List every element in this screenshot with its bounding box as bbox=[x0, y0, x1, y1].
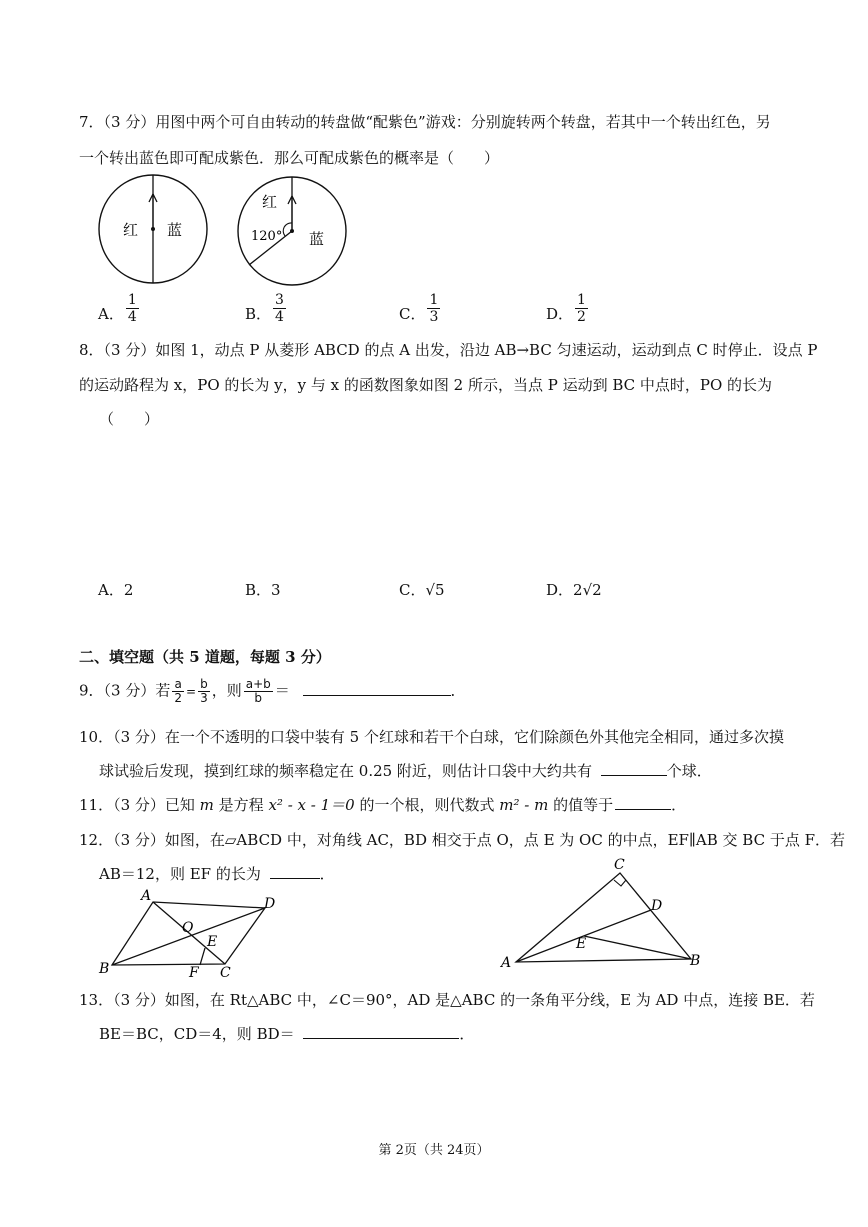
q13-label-c: C bbox=[614, 857, 625, 873]
q12-line2: AB＝12，则 EF 的长为 ． bbox=[99, 865, 335, 883]
q12-label-b: B bbox=[99, 961, 110, 977]
q13-label-b: B bbox=[690, 953, 701, 969]
q8-option-b: B．3 bbox=[245, 581, 281, 599]
spinner2-right-label: 蓝 bbox=[309, 230, 325, 248]
q8-option-c: C．√5 bbox=[399, 581, 445, 599]
q12-label-d: D bbox=[264, 896, 276, 912]
q8-line1: 8．（3 分）如图 1，动点 P 从菱形 ABCD 的点 A 出发，沿边 AB→BC 匀速运动，运动到点 C 时停止．设点 P bbox=[79, 341, 818, 359]
spinner1-right-label: 蓝 bbox=[167, 221, 183, 239]
q7-spinners-figure bbox=[95, 172, 355, 287]
q13-line1: 13．（3 分）如图，在 Rt△ABC 中，∠C＝90°，AD 是△ABC 的一条角平分线，E 为 AD 中点，连接 BE．若 bbox=[79, 991, 815, 1009]
q10-line2: 球试验后发现，摸到红球的频率稳定在 0.25 附近，则估计口袋中大约共有 个球． bbox=[99, 762, 712, 780]
q8-option-a: A．2 bbox=[98, 581, 134, 599]
q7-line2: 一个转出蓝色即可配成紫色．那么可配成紫色的概率是（ ） bbox=[79, 149, 500, 167]
spinner2-angle-label: 120° bbox=[251, 229, 283, 244]
q7-option-d: D． $\frac{1}{2}$ bbox=[546, 292, 586, 325]
q13-answer-blank[interactable] bbox=[303, 1024, 459, 1039]
q9-line: 9．（3 分）若 $\frac{a}{2}$ = $\frac{b}{3}$ ，则 $\frac{a+b}{b}$ ＝ ． bbox=[79, 677, 466, 705]
q12-label-f: F bbox=[189, 965, 199, 981]
q12-parallelogram-figure bbox=[95, 888, 290, 983]
q13-line2: BE＝BC，CD＝4，则 BD＝ ． bbox=[99, 1025, 475, 1043]
q12-line1: 12．（3 分）如图，在▱ABCD 中，对角线 AC，BD 相交于点 O，点 E 为 OC 的中点，EF∥AB 交 BC 于点 F．若 bbox=[79, 831, 845, 849]
q8-option-d: D．2√2 bbox=[546, 581, 602, 599]
q12-label-e: E bbox=[207, 934, 218, 950]
q13-label-d: D bbox=[651, 898, 663, 914]
q11-answer-blank[interactable] bbox=[615, 795, 671, 810]
q13-label-a: A bbox=[501, 955, 512, 971]
q8-line2: 的运动路程为 x，PO 的长为 y，y 与 x 的函数图象如图 2 所示，当点 P 运动到 BC 中点时，PO 的长为 bbox=[79, 376, 773, 394]
spinner-1 bbox=[99, 175, 207, 283]
spinner1-left-label: 红 bbox=[123, 221, 139, 239]
spinner-2 bbox=[238, 177, 346, 285]
q10-answer-blank[interactable] bbox=[601, 761, 667, 776]
q11-line: 11．（3 分）已知 m 是方程 x² - x - 1＝0 的一个根，则代数式 m² - m 的值等于 ． bbox=[79, 796, 687, 814]
q7-option-b: B． $\frac{3}{4}$ bbox=[245, 292, 284, 325]
q12-answer-blank[interactable] bbox=[270, 864, 320, 879]
spinner2-top-label: 红 bbox=[262, 193, 278, 211]
q12-label-a: A bbox=[141, 888, 152, 904]
q7-option-c: C． $\frac{1}{3}$ bbox=[399, 292, 439, 325]
page-footer: 第 2页（共 24页） bbox=[378, 1143, 490, 1158]
q9-answer-blank[interactable] bbox=[303, 681, 451, 696]
q7-option-a: A． $\frac{1}{4}$ bbox=[98, 292, 137, 325]
q10-line1: 10．（3 分）在一个不透明的口袋中装有 5 个红球和若干个白球，它们除颜色外其他完全相同，通过多次摸 bbox=[79, 728, 784, 746]
q12-label-c: C bbox=[220, 965, 231, 981]
section-2-heading: 二、填空题（共 5 道题，每题 3 分） bbox=[79, 648, 331, 666]
q12-label-o: O bbox=[182, 920, 194, 936]
q7-line1: 7．（3 分）用图中两个可自由转动的转盘做“配紫色”游戏：分别旋转两个转盘，若其中一个转出红色，另 bbox=[79, 113, 771, 131]
q13-label-e: E bbox=[576, 936, 587, 952]
q8-line3: （ ） bbox=[99, 410, 160, 428]
q13-triangle-figure bbox=[498, 853, 708, 973]
